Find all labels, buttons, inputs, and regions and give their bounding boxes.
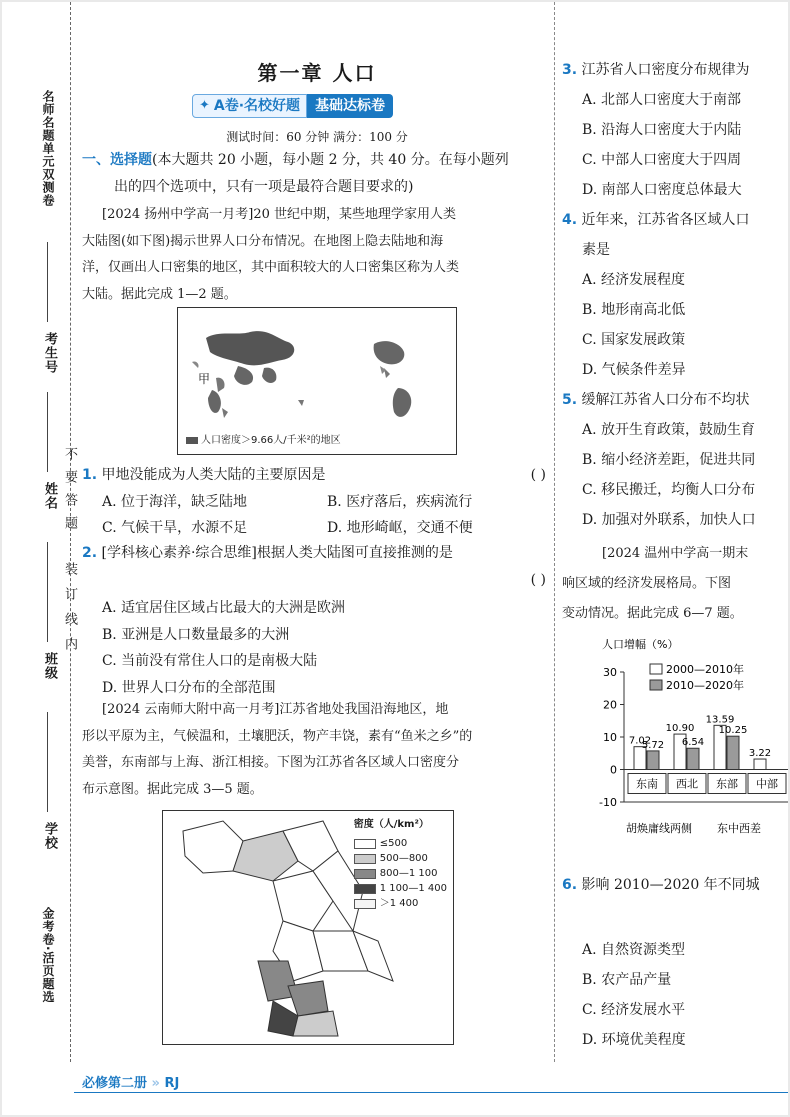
y-tick-label: -10 xyxy=(599,796,617,809)
q3-num: 3. xyxy=(562,62,578,78)
jiangsu-density-map xyxy=(162,810,454,1045)
q4-option-b[interactable]: B. 地形南高北低 xyxy=(582,302,686,318)
passage-1 xyxy=(82,202,552,309)
data-label: 3.22 xyxy=(748,748,772,760)
data-label: 6.54 xyxy=(681,737,705,749)
india-blob xyxy=(234,366,253,385)
legend-label-1: 2000—2010年 xyxy=(666,663,744,676)
passage1-line3: 洋，仅画出人口密集的地区，其中面积较大的人口密集区称为人类 xyxy=(82,260,460,276)
school-line xyxy=(47,712,48,812)
q5-option-b[interactable]: B. 缩小经济差距，促进共同 xyxy=(582,452,756,468)
legend-swatch-2 xyxy=(650,680,662,690)
q1-option-c[interactable]: C. 气候干旱，水源不足 xyxy=(102,520,248,537)
arabia-blob xyxy=(216,378,225,392)
name-line xyxy=(47,392,48,472)
africa-blob xyxy=(208,390,221,413)
passage2-line2: 形以平原为主，气候温和，土壤肥沃，物产丰饶，素有“鱼米之乡”的 xyxy=(82,728,473,744)
footer-brand: 金考卷·活页题选 xyxy=(41,907,55,1004)
chapter-title: 第一章 人口 xyxy=(257,61,377,85)
section1-header xyxy=(82,147,552,200)
passage-2 xyxy=(82,697,552,804)
q1-option-a[interactable]: A. 位于海洋，缺乏陆地 xyxy=(102,493,248,510)
q2-option-c[interactable]: C. 当前没有常住人口的是南极大陆 xyxy=(102,653,318,670)
eurasia-blob xyxy=(206,331,294,365)
y-tick-label: 20 xyxy=(603,698,617,712)
legend-label-2: 500—800 xyxy=(379,853,428,864)
q4-stem-2: 素是 xyxy=(582,242,610,258)
main-column xyxy=(82,2,552,1115)
bar-s1-中部 xyxy=(754,759,766,769)
data-label: 10.90 xyxy=(665,723,695,735)
q3-option-c[interactable]: C. 中部人口密度大于四周 xyxy=(582,152,742,168)
person-icon: ✦ xyxy=(199,97,210,113)
region-wuxi xyxy=(268,1001,298,1036)
question-2 xyxy=(82,540,552,702)
q6-num: 6. xyxy=(562,877,578,893)
category-label-东部: 东部 xyxy=(716,777,738,791)
bar-s2-东部 xyxy=(727,736,739,769)
q5-option-d[interactable]: D. 加强对外联系，加快人口 xyxy=(582,512,756,528)
q5-num: 5. xyxy=(562,392,578,408)
section1-title: 一、选择题 xyxy=(82,152,152,168)
q4-num: 4. xyxy=(562,212,578,228)
legend-row-5 xyxy=(354,896,447,911)
passage3-line3: 变动情况。据此完成 6—7 题。 xyxy=(562,606,743,621)
bar-s2-西北 xyxy=(687,748,699,769)
q1-option-d[interactable]: D. 地形崎岖，交通不便 xyxy=(327,520,473,537)
seasia-blob xyxy=(262,368,276,383)
q2-option-d[interactable]: D. 世界人口分布的全部范围 xyxy=(102,679,276,696)
q6-option-d[interactable]: D. 环境优美程度 xyxy=(582,1032,686,1048)
class-line xyxy=(47,542,48,642)
q4-option-d[interactable]: D. 气候条件差异 xyxy=(582,362,686,378)
legend-label-1: ≤500 xyxy=(379,838,408,849)
q2-stem: [学科核心素养·综合思维]根据人类大陆图可直接推测的是 xyxy=(101,545,453,561)
data-label: 7.02 xyxy=(628,735,652,747)
passage1-line1: [2024 扬州中学高一月考]20 世纪中期，某些地理学家用人类 xyxy=(102,207,457,222)
q4-option-a[interactable]: A. 经济发展程度 xyxy=(582,272,686,288)
chart-svg xyxy=(562,632,788,842)
africa-south-blob xyxy=(222,408,228,418)
legend-swatch-1 xyxy=(354,839,376,849)
category-label-西北: 西北 xyxy=(676,777,698,791)
legend-swatch-4 xyxy=(354,884,376,894)
q3-option-b[interactable]: B. 沿海人口密度大于内陆 xyxy=(582,122,742,138)
chart-ylabel: 人口增幅（%） xyxy=(602,638,679,651)
group-label-2: 东中西差 xyxy=(717,822,761,835)
q3-stem: 江苏省人口密度分布规律为 xyxy=(581,62,750,78)
question-1 xyxy=(82,462,552,542)
legend-swatch xyxy=(186,437,198,444)
passage3-line2: 响区域的经济发展格局。下图 xyxy=(562,576,732,591)
right-column xyxy=(562,2,788,1115)
map2-legend-title: 密度（人/km²） xyxy=(353,819,429,830)
banner-a xyxy=(192,94,307,118)
test-info: 测试时间：60 分钟 满分：100 分 xyxy=(226,130,408,144)
region-xuzhou xyxy=(183,821,243,873)
section1-desc-1: (本大题共 20 小题，每小题 2 分，共 40 分。在每小题列 xyxy=(152,152,509,168)
paper-banner xyxy=(192,92,393,120)
footer-book: 必修第二册 xyxy=(82,1076,148,1091)
q6-option-c[interactable]: C. 经济发展水平 xyxy=(582,1002,686,1018)
q2-option-a[interactable]: A. 适宜居住区域占比最大的大洲是欧洲 xyxy=(102,600,346,617)
data-label: 13.59 xyxy=(705,714,735,726)
map1-legend xyxy=(186,431,341,450)
q2-num: 2. xyxy=(82,545,98,561)
exam-no-label: 考生号 xyxy=(42,332,57,374)
data-label: 5.72 xyxy=(641,739,665,751)
q1-option-b[interactable]: B. 医疗落后，疾病流行 xyxy=(327,493,473,510)
legend-label-5: ＞1 400 xyxy=(379,898,419,909)
passage2-line3: 美誉，东南部与上海、浙江相接。下图为江苏省各区域人口密度分 xyxy=(82,755,460,771)
footer-ed: RJ xyxy=(164,1076,180,1091)
human-continent-shapes xyxy=(178,308,456,438)
q5-option-c[interactable]: C. 移民搬迁，均衡人口分布 xyxy=(582,482,756,498)
legend-label-3: 800—1 100 xyxy=(379,868,438,879)
passage2-line1: [2024 云南师大附中高一月考]江苏省地处我国沿海地区，地 xyxy=(102,702,449,717)
data-label: 10.25 xyxy=(718,725,748,737)
q4-stem-1: 近年来，江苏省各区域人口 xyxy=(581,212,750,228)
q1-answer-box[interactable]: ( ) xyxy=(530,467,546,483)
q5-option-a[interactable]: A. 放开生育政策，鼓励生育 xyxy=(582,422,756,438)
footer-label xyxy=(82,1072,179,1091)
samerica-blob xyxy=(393,388,411,417)
population-growth-chart xyxy=(562,632,788,842)
exam-page xyxy=(2,2,788,1115)
binding-margin xyxy=(2,2,77,1115)
map1-legend-text: 人口密度＞9.66人/千米²的地区 xyxy=(201,435,341,446)
q1-stem: 甲地没能成为人类大陆的主要原因是 xyxy=(101,467,326,483)
legend-swatch-1 xyxy=(650,664,662,674)
region-changzhou xyxy=(288,981,328,1016)
q3-option-a[interactable]: A. 北部人口密度大于南部 xyxy=(582,92,742,108)
legend-swatch-2 xyxy=(354,854,376,864)
y-tick-label: 10 xyxy=(603,731,617,744)
q4-option-c[interactable]: C. 国家发展政策 xyxy=(582,332,686,348)
namerica-blob xyxy=(374,341,405,364)
group-label-1: 胡焕庸线两侧 xyxy=(626,822,692,835)
label-jia: 甲 xyxy=(198,372,211,386)
y-tick-label: 30 xyxy=(603,666,617,679)
q6-stem: 影响 2010—2020 年不同城 xyxy=(581,877,760,893)
y-tick-label: 0 xyxy=(610,763,617,777)
q1-num: 1. xyxy=(82,467,98,483)
passage1-line4: 大陆。据此完成 1—2 题。 xyxy=(82,286,237,302)
category-label-中部: 中部 xyxy=(756,777,778,791)
legend-swatch-3 xyxy=(354,869,376,879)
legend-label-4: 1 100—1 400 xyxy=(379,883,447,894)
name-label: 姓名 xyxy=(42,482,57,510)
banner-a-label: A卷·名校好题 xyxy=(213,97,301,114)
class-label: 班级 xyxy=(42,652,57,680)
category-label-东南: 东南 xyxy=(636,777,658,791)
q3-option-d[interactable]: D. 南部人口密度总体最大 xyxy=(582,182,742,198)
human-continent-map xyxy=(177,307,457,455)
no-answer-text: 不要答题 xyxy=(62,447,77,539)
q2-option-b[interactable]: B. 亚洲是人口数量最多的大洲 xyxy=(102,626,290,643)
footer-line xyxy=(74,1092,788,1093)
passage2-line4: 布示意图。据此完成 3—5 题。 xyxy=(82,781,263,797)
school-label: 学校 xyxy=(42,822,57,850)
bar-s2-东南 xyxy=(647,751,659,770)
q2-answer-box[interactable]: ( ) xyxy=(530,571,546,588)
q6-option-a[interactable]: A. 自然资源类型 xyxy=(582,942,686,958)
legend-swatch-5 xyxy=(354,899,376,909)
exam-no-line xyxy=(47,242,48,322)
column-divider xyxy=(554,2,555,1062)
binding-line-text: 装订线内 xyxy=(62,562,77,662)
passage1-line2: 大陆图(如下图)揭示世界人口分布情况。在地图上隐去陆地和海 xyxy=(82,233,444,249)
legend-label-2: 2010—2020年 xyxy=(666,679,744,692)
series-title: 名师名题单元双测卷 xyxy=(41,90,55,207)
q6-option-b[interactable]: B. 农产品产量 xyxy=(582,972,672,988)
double-arrow-icon: » xyxy=(151,1076,160,1091)
q5-stem: 缓解江苏省人口分布不均状 xyxy=(581,392,750,408)
section1-desc-2: 出的四个选项中，只有一项是最符合题目要求的) xyxy=(114,178,414,195)
australia-blob xyxy=(298,400,304,406)
passage3-line1: [2024 温州中学高一期末 xyxy=(602,546,749,561)
map2-legend xyxy=(354,815,447,911)
binding-dashed-line xyxy=(70,2,71,1062)
banner-b: 基础达标卷 xyxy=(307,94,393,118)
